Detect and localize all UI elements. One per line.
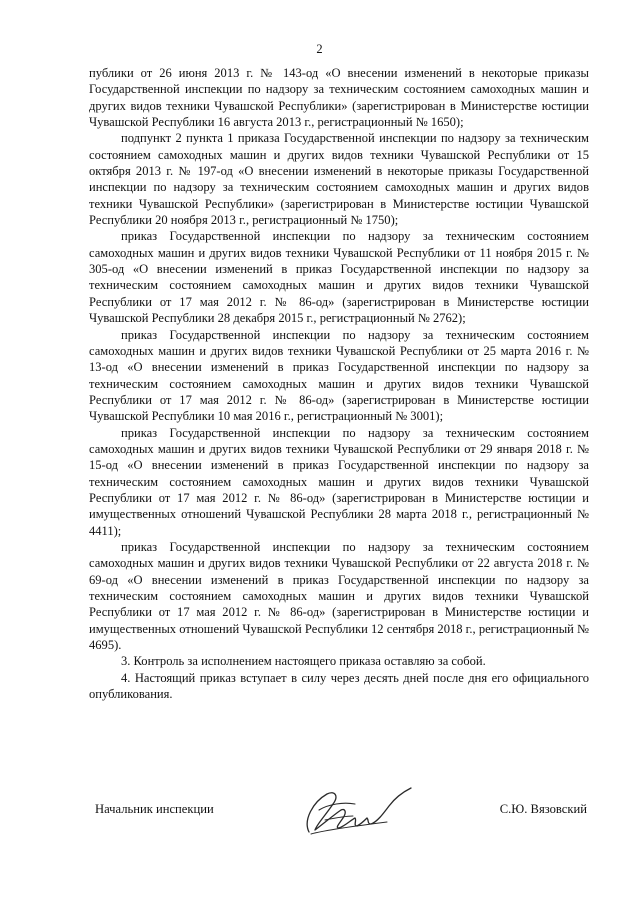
clause-3: 3. Контроль за исполнением настоящего приказа оставляю за собой. <box>121 654 486 669</box>
document-body <box>89 65 589 702</box>
paragraph: приказ Государственной инспекции по надзору за техническим состоянием самоходных машин и других видов техники Чувашской Республики от 11 ноября 2015 г. № 305-од «О внесении изменений в приказ Государственной инспекции по надзору за техническим состоянием самоходных машин и других видов техники Чувашской Республики от 17 мая 2012 г. № 86-од» (зарегистрирован в Министерстве юстиции Чувашской Республики 28 декабря 2015 г., регистрационный № 2762); <box>89 229 589 326</box>
signatory-name: С.Ю. Вязовский <box>499 802 587 816</box>
paragraph: подпункт 2 пункта 1 приказа Государственной инспекции по надзору за техническим состоянием самоходных машин и других видов техники Чувашской Республики от 15 октября 2013 г. № 197-од «О внесении изменений в некоторые приказы Государственной инспекции по надзору за техническим состоянием самоходных машин и других видов техники Чувашской Республики» (зарегистрирован в Министерстве юстиции Чувашской Республики 20 ноября 2013 г., регистрационный № 1750); <box>89 131 589 228</box>
signatory-position: Начальник инспекции <box>95 802 214 816</box>
paragraph: приказ Государственной инспекции по надзору за техническим состоянием самоходных машин и других видов техники Чувашской Республики от 22 августа 2018 г. № 69-од «О внесении изменений в приказ Государственной инспекции по надзору за техническим состоянием самоходных машин и других видов техники Чувашской Республики от 17 мая 2012 г. № 86-од» (зарегистрирован в Министерстве юстиции и имущественных отношений Чувашской Республики 12 сентября 2018 г., регистрационный № 4695). <box>89 539 589 653</box>
paragraph: публики от 26 июня 2013 г. № 143-од «О внесении изменений в некоторые приказы Государственной инспекции по надзору за техническим состоянием самоходных машин и других видов техники Чувашской Республики» (зарегистрирован в Министерстве юстиции Чувашской Республики 16 августа 2013 г., регистрационный № 1650); <box>89 66 589 130</box>
signature-block <box>95 792 587 852</box>
paragraph: приказ Государственной инспекции по надзору за техническим состоянием самоходных машин и других видов техники Чувашской Республики от 29 января 2018 г. № 15-од «О внесении изменений в приказ Государственной инспекции по надзору за техническим состоянием самоходных машин и других видов техники Чувашской Республики от 17 мая 2012 г. № 86-од» (зарегистрирован в Министерстве юстиции и имущественных отношений Чувашской Республики 28 марта 2018 г., регистрационный № 4411); <box>89 425 589 538</box>
page-number: 2 <box>316 42 323 56</box>
clause-4: 4. Настоящий приказ вступает в силу через десять дней после дня его официального опубликования. <box>89 670 589 702</box>
paragraph: приказ Государственной инспекции по надзору за техническим состоянием самоходных машин и других видов техники Чувашской Республики от 25 марта 2016 г. № 13-од «О внесении изменений в приказ Государственной инспекции по надзору за техническим состоянием самоходных машин и других видов техники Чувашской Республики от 17 мая 2012 г. № 86-од» (зарегистрирован в Министерстве юстиции Чувашской Республики 10 мая 2016 г., регистрационный № 3001); <box>89 327 589 424</box>
handwritten-signature <box>295 780 425 844</box>
